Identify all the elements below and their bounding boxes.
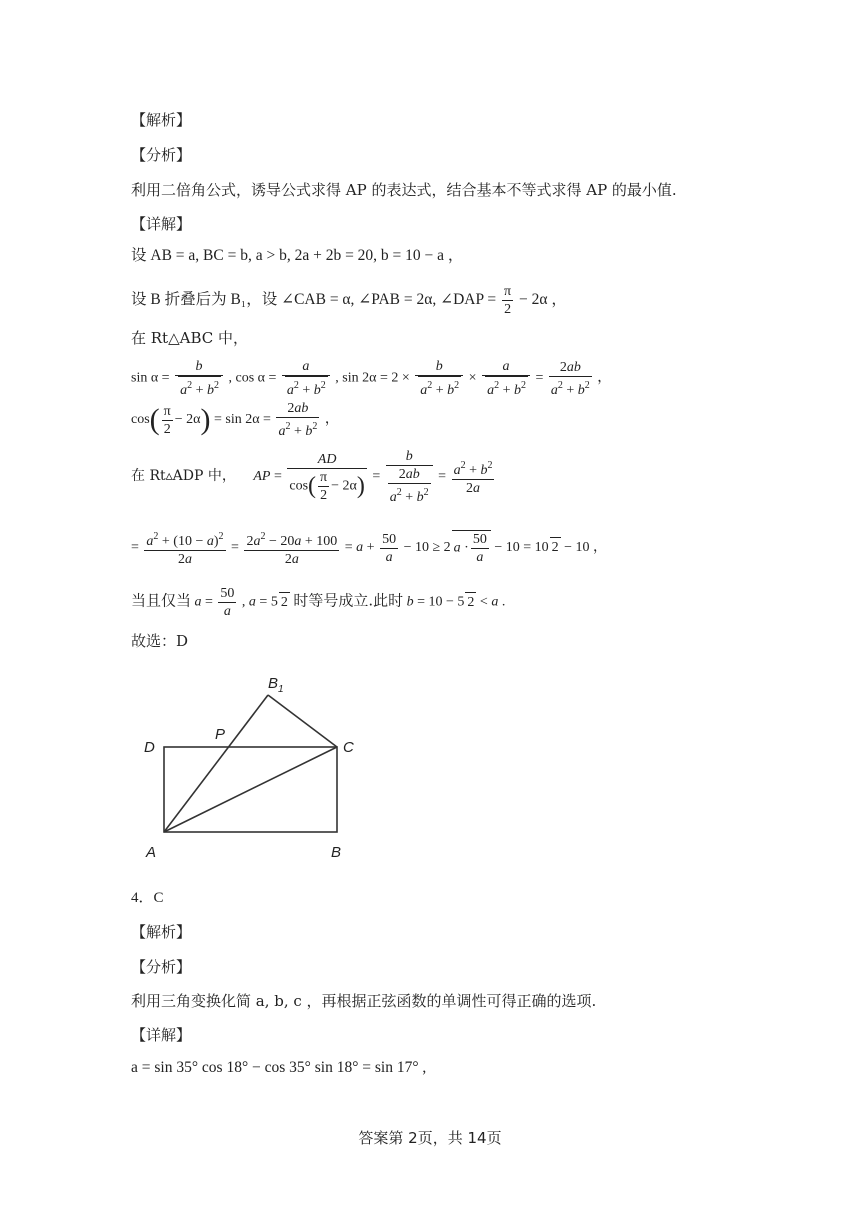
section-heading-xiangjie: 【详解】	[131, 215, 192, 233]
answer-line: 故选：D	[131, 632, 189, 650]
equation-a-value: a = sin 35° cos 18° − cos 35° sin 18° = sin 17° ,	[131, 1059, 427, 1076]
section-heading-jiexi: 【解析】	[131, 111, 192, 129]
label-p: P	[215, 726, 226, 743]
analysis-text: 利用二倍角公式，诱导公式求得 AP 的表达式，结合基本不等式求得 AP 的最小值.	[131, 181, 677, 199]
section-heading-fenxi: 【分析】	[131, 146, 192, 164]
page-footer: 答案第 2页，共 14页	[358, 1129, 502, 1147]
section-heading-xiangjie-2: 【详解】	[131, 1026, 192, 1044]
section-heading-jiexi-2: 【解析】	[131, 923, 192, 941]
equation-inequality: = $\frac{a^2 + (10 - a)^2}{2a}$ = $\frac{2a^2 - 20a + 100}{2a}$ = a + $\frac{50}{a}$ − 10 ≥ 2 a · $\frac{50}{a}$ − 10 = 10 2 − 10 ，	[131, 528, 607, 568]
label-d: D	[144, 739, 155, 756]
diagonal-ac	[164, 747, 337, 832]
segment-a-b1	[164, 695, 268, 832]
segment-b1-c	[268, 695, 337, 747]
equation-fold: 设 B 折叠后为 B₁，设 ∠CAB = α, ∠PAB = 2α, ∠DAP = $\frac{\pi}{2}$ − 2α ，	[131, 284, 567, 317]
rt-abc-heading: 在 Rt△ABC 中，	[131, 329, 249, 347]
folded-rectangle-diagram	[138, 668, 368, 868]
equation-equality-condition: 当且仅当 a = $\frac{50}{a}$ , a = 5 2 时等号成立.此时 b = 10 − 5 2 < a .	[131, 586, 506, 619]
question-number-4: 4．C	[131, 890, 164, 906]
fraction-pi-over-2: $\frac{\pi}{2}$	[504, 284, 512, 317]
section-heading-fenxi-2: 【分析】	[131, 958, 192, 976]
label-c: C	[343, 739, 354, 756]
geometry-figure	[138, 668, 368, 872]
equation-cos-complement: cos( $\frac{\pi}{2}$ − 2α) = sin 2α = $\frac{2ab}{a^2 + b^2}$ ，	[131, 401, 339, 439]
fold-text: 设 B 折叠后为 B₁，设 ∠CAB = α, ∠PAB = 2α, ∠DAP =	[131, 291, 497, 309]
label-b: B	[331, 844, 342, 861]
equation-ap: 在 Rt▵ADP 中， AP = AD cos( $\frac{\pi}{2}$ − 2α) = $\frac{b}{\frac{2ab}{a^2 + b^2}}$ = $\frac{a^2 + b^2}{2a}$	[131, 449, 493, 505]
equation-set-ab: 设 AB = a, BC = b, a > b, 2a + 2b = 20, b = 10 − a ，	[131, 247, 464, 264]
label-a: A	[146, 844, 157, 861]
analysis-text-2: 利用三角变换化简 a, b, c ，再根据正弦函数的单调性可得正确的选项.	[131, 992, 597, 1010]
label-b1: $B_1$	[268, 675, 284, 695]
equation-sin-cos: sin α = $\frac{b}{a^2 + b^2}$ , cos α = $\frac{a}{a^2 + b^2}$ , sin 2α = 2 × $\frac{b}{a^2 + b^2}$ × $\frac{a}{a^2 + b^2}$ = $\frac{2ab}{a^2 + b^2}$ ，	[131, 359, 612, 398]
